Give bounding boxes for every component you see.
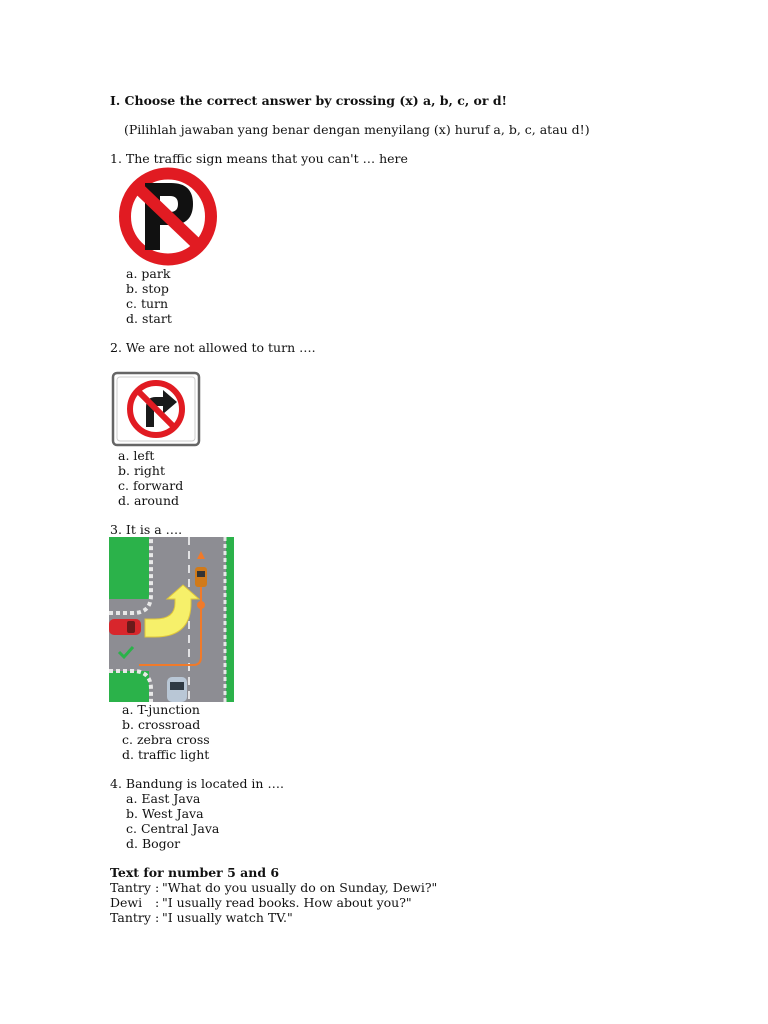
question-4-option-c[interactable]: c. Central Java	[126, 821, 220, 836]
question-1-option-b[interactable]: b. stop	[126, 281, 169, 296]
question-2-option-b[interactable]: b. right	[118, 463, 165, 478]
question-1-option-c[interactable]: c. turn	[126, 296, 169, 311]
dialogue-colon: :	[155, 880, 160, 895]
question-4-option-b[interactable]: b. West Java	[126, 806, 204, 821]
dialogue-colon: :	[155, 910, 160, 925]
reading-text-heading: Text for number 5 and 6	[110, 865, 280, 880]
dialogue-colon: :	[155, 895, 160, 910]
no-parking-sign-icon	[109, 167, 229, 266]
no-right-turn-sign-icon	[111, 371, 201, 447]
question-1-option-d[interactable]: d. start	[126, 311, 172, 326]
road-junction-illustration	[109, 537, 234, 702]
question-3-option-c[interactable]: c. zebra cross	[122, 732, 210, 747]
question-2-option-c[interactable]: c. forward	[118, 478, 184, 493]
question-1-option-a[interactable]: a. park	[126, 266, 171, 281]
question-2-option-d[interactable]: d. around	[118, 493, 180, 508]
dialogue-speaker: Tantry	[110, 910, 151, 925]
question-4-option-a[interactable]: a. East Java	[126, 791, 201, 806]
question-4-option-d[interactable]: d. Bogor	[126, 836, 181, 851]
dialogue-line: "What do you usually do on Sunday, Dewi?"	[162, 880, 438, 895]
question-3-option-d[interactable]: d. traffic light	[122, 747, 210, 762]
question-3-text: 3. It is a ….	[110, 522, 183, 537]
instruction-translation: (Pilihlah jawaban yang benar dengan menyilang (x) huruf a, b, c, atau d!)	[124, 122, 590, 137]
question-4-text: 4. Bandung is located in ….	[110, 776, 284, 791]
dialogue-speaker: Dewi	[110, 895, 143, 910]
question-1-text: 1. The traffic sign means that you can't … here	[110, 151, 408, 166]
instruction-title: I. Choose the correct answer by crossing (x) a, b, c, or d!	[110, 93, 508, 108]
dialogue-line: "I usually read books. How about you?"	[162, 895, 412, 910]
question-3-option-a[interactable]: a. T-junction	[122, 702, 200, 717]
dialogue-line: "I usually watch TV."	[162, 910, 293, 925]
question-3-option-b[interactable]: b. crossroad	[122, 717, 201, 732]
dialogue-speaker: Tantry	[110, 880, 151, 895]
question-2-text: 2. We are not allowed to turn ….	[110, 340, 316, 355]
question-2-option-a[interactable]: a. left	[118, 448, 155, 463]
